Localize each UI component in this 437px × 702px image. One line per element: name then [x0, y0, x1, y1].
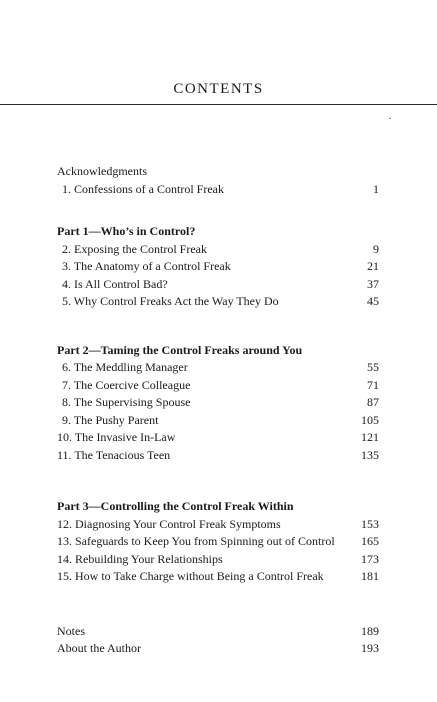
toc-entry-page: 9 — [373, 241, 379, 256]
toc-entry-page: 87 — [367, 395, 379, 409]
toc-entry-chapter-7[interactable] — [57, 377, 379, 395]
toc-entry-page: 173 — [361, 551, 379, 566]
toc-entry-label: 11. The Tenacious Teen — [57, 447, 171, 462]
toc-entry-about-the-author[interactable] — [57, 640, 379, 658]
toc-entry-label: 12. Diagnosing Your Control Freak Symptoms — [57, 516, 281, 531]
toc-entry-chapter-8[interactable] — [57, 394, 379, 412]
toc-entry-page: 165 — [361, 534, 379, 548]
toc-entry-label: 10. The Invasive In-Law — [57, 430, 176, 444]
toc-entry-label: 15. How to Take Charge without Being a Control Freak — [57, 569, 324, 583]
part-1-heading: Part 1—Who’s in Control? — [57, 224, 196, 238]
toc-entry-page: 181 — [361, 569, 379, 583]
toc-entry-page: 135 — [361, 447, 379, 462]
page-title: CONTENTS — [173, 81, 264, 97]
toc-entry-chapter-10[interactable] — [57, 429, 379, 447]
toc-entry-chapter-12[interactable] — [57, 516, 379, 534]
toc-entry-label: 14. Rebuilding Your Relationships — [57, 551, 223, 566]
toc-entry-page: 55 — [367, 360, 379, 374]
toc-entry-page: 153 — [361, 516, 379, 531]
toc-entry-label: 13. Safeguards to Keep You from Spinning out of Control — [57, 534, 335, 548]
toc-entry-page: 189 — [361, 623, 379, 638]
toc-entry-chapter-2[interactable] — [57, 241, 379, 259]
part-2-heading: Part 2—Taming the Control Freaks around You — [57, 342, 303, 357]
toc-entry-label: 8. The Supervising Spouse — [62, 395, 191, 409]
scan-speck — [389, 118, 391, 119]
toc-entry-chapter-6[interactable] — [57, 359, 379, 377]
table-of-contents — [57, 163, 379, 658]
toc-entry-chapter-15[interactable] — [57, 568, 379, 586]
toc-entry-chapter-13[interactable] — [57, 533, 379, 551]
title-divider — [0, 104, 437, 105]
toc-entry-page: 105 — [361, 412, 379, 427]
toc-entry-label: About the Author — [57, 641, 141, 655]
toc-entry-label: 9. The Pushy Parent — [62, 412, 159, 427]
toc-entry-page: 1 — [373, 181, 379, 196]
toc-entry-notes[interactable] — [57, 623, 379, 641]
toc-entry-label: Notes — [57, 623, 85, 638]
toc-entry-chapter-1[interactable] — [57, 181, 379, 199]
toc-entry-label: 5. Why Control Freaks Act the Way They Do — [62, 294, 279, 308]
toc-entry-label: 6. The Meddling Manager — [62, 360, 188, 374]
toc-entry-chapter-11[interactable] — [57, 447, 379, 465]
toc-entry-chapter-14[interactable] — [57, 551, 379, 569]
toc-entry-page: 193 — [361, 641, 379, 655]
toc-entry-page: 121 — [361, 430, 379, 444]
part-3-heading: Part 3—Controlling the Control Freak Within — [57, 499, 294, 513]
toc-entry-label: 2. Exposing the Control Freak — [62, 241, 207, 256]
toc-entry-chapter-9[interactable] — [57, 412, 379, 430]
toc-entry-label: Acknowledgments — [57, 164, 147, 178]
toc-entry-chapter-4[interactable] — [57, 276, 379, 294]
toc-entry-chapter-3[interactable] — [57, 258, 379, 276]
toc-entry-label: 1. Confessions of a Control Freak — [62, 181, 224, 196]
toc-entry-page: 45 — [367, 294, 379, 308]
toc-entry-label: 3. The Anatomy of a Control Freak — [62, 259, 231, 273]
toc-entry-acknowledgments[interactable] — [57, 163, 379, 181]
toc-entry-page: 37 — [367, 276, 379, 291]
toc-entry-chapter-5[interactable] — [57, 293, 379, 311]
toc-entry-label: 4. Is All Control Bad? — [62, 276, 168, 291]
toc-entry-page: 71 — [367, 377, 379, 392]
toc-entry-page: 21 — [367, 259, 379, 273]
toc-entry-label: 7. The Coercive Colleague — [62, 377, 191, 392]
